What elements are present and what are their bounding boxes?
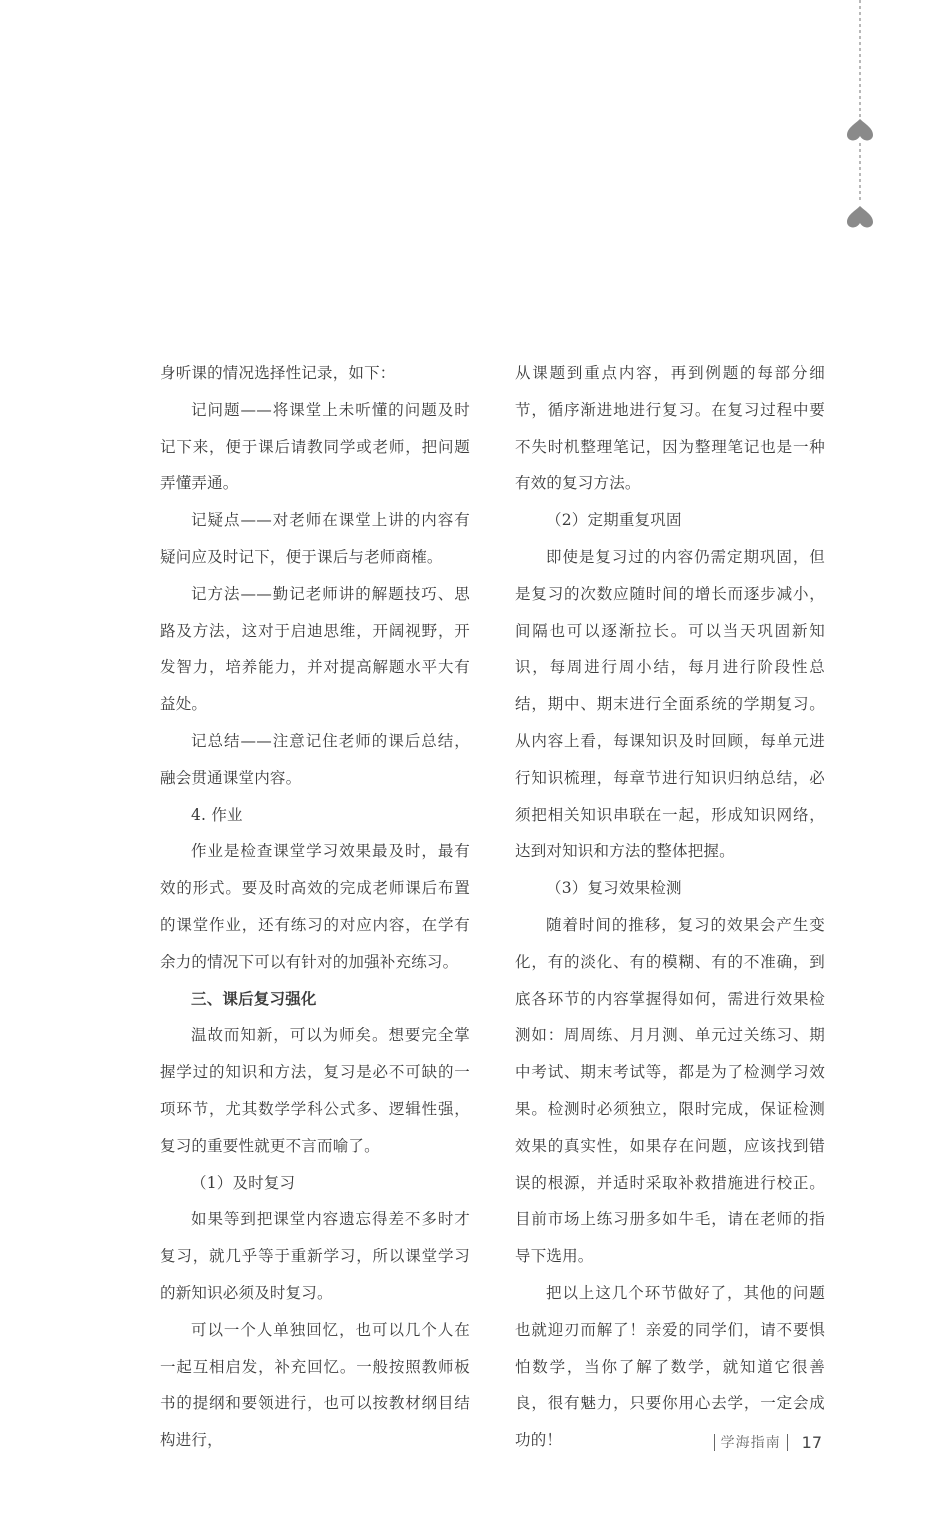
paragraph: 作业是检查课堂学习效果最及时，最有效的形式。要及时高效的完成老师课后布置的课堂作业，还有练习的对应内容，在学有余力的情况下可以有针对的加强补充练习。 <box>160 842 470 971</box>
paragraph: 记疑点——对老师在课堂上讲的内容有疑问应及时记下，便于课后与老师商榷。 <box>160 511 470 566</box>
paragraph: 如果等到把课堂内容遗忘得差不多时才复习，就几乎等于重新学习，所以课堂学习的新知识必须及时复习。 <box>160 1210 470 1302</box>
divider <box>787 1434 788 1451</box>
subheading: （3）复习效果检测 <box>546 879 682 898</box>
paragraph: 随着时间的推移，复习的效果会产生变化，有的淡化、有的模糊、有的不准确，到底各环节的内容掌握得如何，需进行效果检测如：周周练、月月测、单元过关练习、期中考试、期末考试等，都是为了检测学习效果。检测时必须独立，限时完成，保证检测效果的真实性，如果存在问题，应该找到错误的根源，并适时采取补救措施进行校正。目前市场上练习册多如牛毛，请在老师的指导下选用。 <box>515 915 825 1266</box>
heart-icon <box>847 119 873 140</box>
heart-icon <box>847 206 873 227</box>
paragraph: 从课题到重点内容，再到例题的每部分细节，循序渐进地进行复习。在复习过程中要不失时机整理笔记，因为整理笔记也是一种有效的复习方法。 <box>515 364 825 493</box>
subheading: （2）定期重复巩固 <box>546 511 682 530</box>
paragraph: 记问题——将课堂上未听懂的问题及时记下来，便于课后请教同学或老师，把问题弄懂弄通。 <box>160 400 470 493</box>
paragraph: 即使是复习过的内容仍需定期巩固，但是复习的次数应随时间的增长而逐步减小，间隔也可以逐渐拉长。可以当天巩固新知识，每周进行周小结，每月进行阶段性总结，期中、期末进行全面系统的学期复习。从内容上看，每课知识及时回顾，每单元进行知识梳理，每章节进行知识归纳总结，必须把相关知识串联在一起，形成知识网络，达到对知识和方法的整体把握。 <box>515 547 825 861</box>
subheading: （1）及时复习 <box>191 1173 296 1192</box>
paragraph: 可以一个人单独回忆，也可以几个人在一起互相启发，补充回忆。一般按照教师板书的提纲和要领进行，也可以按教材纲目结构进行， <box>160 1320 470 1450</box>
paragraph: 身听课的情况选择性记录，如下： <box>160 364 396 382</box>
section-heading: 三、课后复习强化 <box>191 989 317 1008</box>
journal-name: 学海指南 <box>720 1435 781 1451</box>
paragraph: 把以上这几个环节做好了，其他的问题也就迎刃而解了！亲爱的同学们，请不要惧怕数学，当你了解了数学，就知道它很善良，很有魅力，只要你用心去学，一定会成功的！ <box>515 1283 825 1450</box>
left-column <box>160 355 470 1459</box>
paragraph: 温故而知新，可以为师矣。想要完全掌握学过的知识和方法，复习是必不可缺的一项环节，尤其数学学科公式多、逻辑性强，复习的重要性就更不言而喻了。 <box>160 1026 470 1155</box>
right-column <box>515 355 825 1459</box>
decorative-ornament <box>845 0 875 240</box>
paragraph: 记总结——注意记住老师的课后总结，融会贯通课堂内容。 <box>160 731 470 787</box>
paragraph: 记方法——勤记老师讲的解题技巧、思路及方法，这对于启迪思维，开阔视野，开发智力，培养能力，并对提高解题水平大有益处。 <box>160 584 470 714</box>
page-footer <box>708 1432 822 1452</box>
subheading: 4. 作业 <box>191 805 243 824</box>
page-number: 17 <box>801 1432 822 1452</box>
divider <box>714 1434 715 1451</box>
